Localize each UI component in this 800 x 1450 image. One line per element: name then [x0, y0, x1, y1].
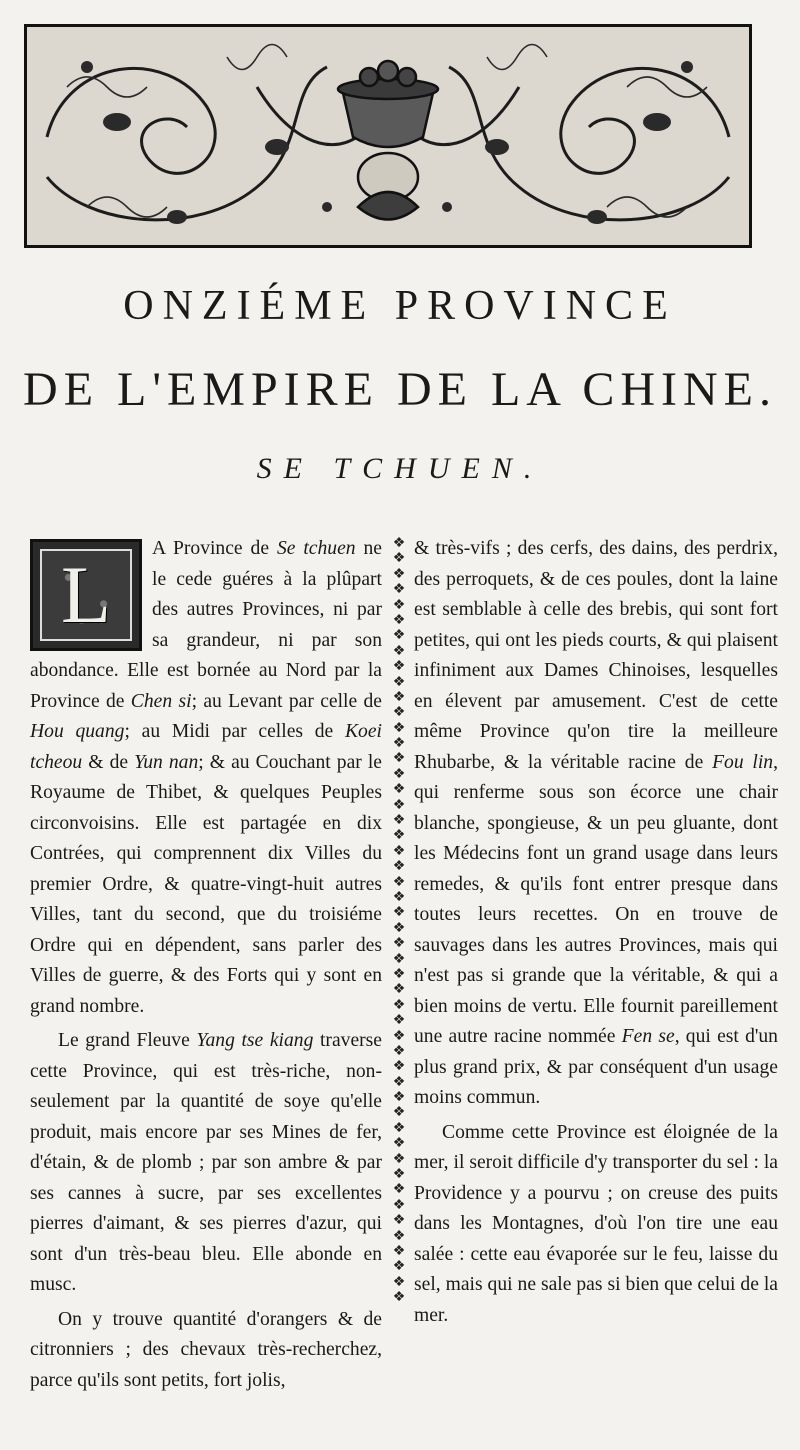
rule-ornament-glyph: ❖ — [392, 1136, 406, 1152]
plant-name: Fen se — [621, 1026, 675, 1047]
rule-ornament-glyph: ❖ — [392, 582, 406, 598]
paragraph: Comme cette Province est éloignée de la mer, il seroit difficile d'y transporter du sel : la Providence y a pourvu ; on creuse des puits dans les Montagnes, d'où l'on tire une eau salée : cette eau évaporée sur le feu, laisse du sel, mais qui ne sale pas si bien que celui de la mer. — [414, 1121, 778, 1326]
rule-ornament-glyph: ❖ — [392, 997, 406, 1013]
engraved-headpiece-ornament — [24, 24, 752, 248]
rule-ornament-glyph: ❖ — [392, 1043, 406, 1059]
text-run: Le grand Fleuve — [58, 1030, 197, 1051]
rule-ornament-glyph: ❖ — [392, 874, 406, 890]
rule-ornament-glyph: ❖ — [392, 859, 406, 875]
rule-ornament-glyph: ❖ — [392, 1213, 406, 1229]
rule-ornament-glyph: ❖ — [392, 1028, 406, 1044]
text-run: ne le cede guéres à la plûpart des autres Provinces, ni par sa grandeur, ni par son abondance. Elle est bornée au Nord par la Province de — [30, 538, 382, 712]
text-run: , qui renferme sous son écorce une chair blanche, spongieuse, & un peu gluante, dont les Médecins font un grand usage dans leurs remedes, & qu'ils font entrer presque dans toutes leurs recettes. On en trouve de sauvages dans les autres Provinces, mais qui n'est pas si grande que la véritable, & qui a bien moins de vertu. Elle fournit pareillement une autre racine nommée — [414, 751, 779, 1047]
left-column — [30, 534, 382, 1396]
river-name: Yang tse kiang — [196, 1030, 314, 1051]
rule-ornament-glyph: ❖ — [392, 1059, 406, 1075]
rule-ornament-glyph: ❖ — [392, 720, 406, 736]
text-run: ; & au Couchant par le Royaume de Thibet, & quelques Peuples circonvoisins. Elle est partagée en dix Contrées, qui comprennent dix Villes du premier Ordre, & quatre-vingt-huit autres Villes, tant du second, que du troisiéme Ordre qui en dépendent, sans parler des Villes de guerre, & des Forts qui y sont en grand nombre. — [30, 751, 382, 1017]
rule-ornament-glyph: ❖ — [392, 1274, 406, 1290]
rule-ornament-glyph: ❖ — [392, 612, 406, 628]
place-name: Hou quang — [30, 721, 125, 742]
paragraph: On y trouve quantité d'orangers & de citronniers ; des chevaux très-recherchez, parce qu'ils sont petits, fort jolis, — [30, 1308, 382, 1391]
rule-ornament-glyph: ❖ — [392, 1074, 406, 1090]
rule-ornament-glyph: ❖ — [392, 551, 406, 567]
place-name: Chen si — [130, 690, 192, 712]
rule-ornament-glyph: ❖ — [392, 1197, 406, 1213]
rule-ornament-glyph: ❖ — [392, 659, 406, 675]
rule-ornament-glyph: ❖ — [392, 705, 406, 721]
rule-ornament-glyph: ❖ — [392, 643, 406, 659]
rule-ornament-glyph: ❖ — [392, 1259, 406, 1275]
rule-ornament-glyph: ❖ — [392, 782, 406, 798]
rule-ornament-glyph: ❖ — [392, 828, 406, 844]
foliage-scroll-illustration — [27, 27, 749, 245]
place-name: Yun nan — [134, 751, 199, 773]
rule-ornament-glyph: ❖ — [392, 1013, 406, 1029]
paragraph — [414, 534, 778, 1114]
title-line-1: ONZIÉME PROVINCE — [123, 283, 677, 329]
place-name: Koei tcheou — [30, 721, 382, 773]
rule-ornament-glyph: ❖ — [392, 951, 406, 967]
text-run: ; au Levant par celle de — [191, 690, 382, 712]
rule-ornament-glyph: ❖ — [392, 751, 406, 767]
text-run: & très-vifs ; des cerfs, des dains, des perdrix, des perroquets, & de ces poules, dont la laine est semblable à celle des brebis, qui sont fort petites, qui ont les pieds courts, & qui plaisent infiniment aux Dames Chinoises, lesquelles en élevent par amusement. C'est de cette même Province qu'on tire la meilleure Rhubarbe, & la véritable racine de — [414, 538, 778, 773]
text-run: ; au Midi par celles de — [124, 721, 345, 742]
rule-ornament-glyph: ❖ — [392, 920, 406, 936]
rule-ornament-glyph: ❖ — [392, 1228, 406, 1244]
paragraph — [30, 1026, 382, 1301]
rule-ornament-glyph: ❖ — [392, 966, 406, 982]
rule-ornament-glyph: ❖ — [392, 1090, 406, 1106]
rule-ornament-glyph: ❖ — [392, 843, 406, 859]
rule-ornament-glyph: ❖ — [392, 766, 406, 782]
rule-ornament-glyph: ❖ — [392, 797, 406, 813]
rule-ornament-glyph: ❖ — [392, 736, 406, 752]
place-name: Se tchuen — [276, 538, 356, 559]
rule-ornament-glyph: ❖ — [392, 905, 406, 921]
rule-ornament-glyph: ❖ — [392, 1151, 406, 1167]
rule-ornament-glyph: ❖ — [392, 628, 406, 644]
rule-ornament-glyph: ❖ — [392, 674, 406, 690]
rule-ornament-glyph: ❖ — [392, 1105, 406, 1121]
rule-ornament-glyph: ❖ — [392, 689, 406, 705]
ornamental-column-rule — [392, 536, 406, 1308]
rule-ornament-glyph: ❖ — [392, 1182, 406, 1198]
text-run: A Province de — [152, 538, 277, 559]
text-run: , qui est d'un plus grand prix, & par conséquent d'un usage moins commun. — [414, 1026, 778, 1108]
rule-ornament-glyph: ❖ — [392, 982, 406, 998]
right-column — [414, 534, 778, 1331]
rule-ornament-glyph: ❖ — [392, 1243, 406, 1259]
rule-ornament-glyph: ❖ — [392, 936, 406, 952]
rule-ornament-glyph: ❖ — [392, 1167, 406, 1183]
rule-ornament-glyph: ❖ — [392, 813, 406, 829]
text-run: traverse cette Province, qui est très-riche, non-seulement par la quantité de soye qu'elle produit, mais encore par ses Mines de fer, d'étain, & de plomb ; par son ambre & par ses cannes à sucre, par ses excellentes pierres d'aimant, & ses pierres d'azur, qui sont d'un très-beau bleu. Elle abonde en musc. — [30, 1030, 382, 1295]
rule-ornament-glyph: ❖ — [392, 566, 406, 582]
text-run: & de — [82, 751, 135, 773]
title-line-2: DE L'EMPIRE DE LA CHINE. — [23, 363, 777, 416]
rule-ornament-glyph: ❖ — [392, 1120, 406, 1136]
decorated-initial — [30, 539, 142, 651]
rule-ornament-glyph: ❖ — [392, 597, 406, 613]
rule-ornament-glyph: ❖ — [392, 889, 406, 905]
rule-ornament-glyph: ❖ — [392, 536, 406, 551]
rule-ornament-glyph: ❖ — [392, 1290, 406, 1306]
initial-letter: L — [60, 548, 112, 640]
subtitle-province-name: SE TCHUEN. — [256, 452, 544, 485]
plant-name: Fou lin — [712, 751, 774, 773]
paragraph — [30, 534, 382, 1022]
